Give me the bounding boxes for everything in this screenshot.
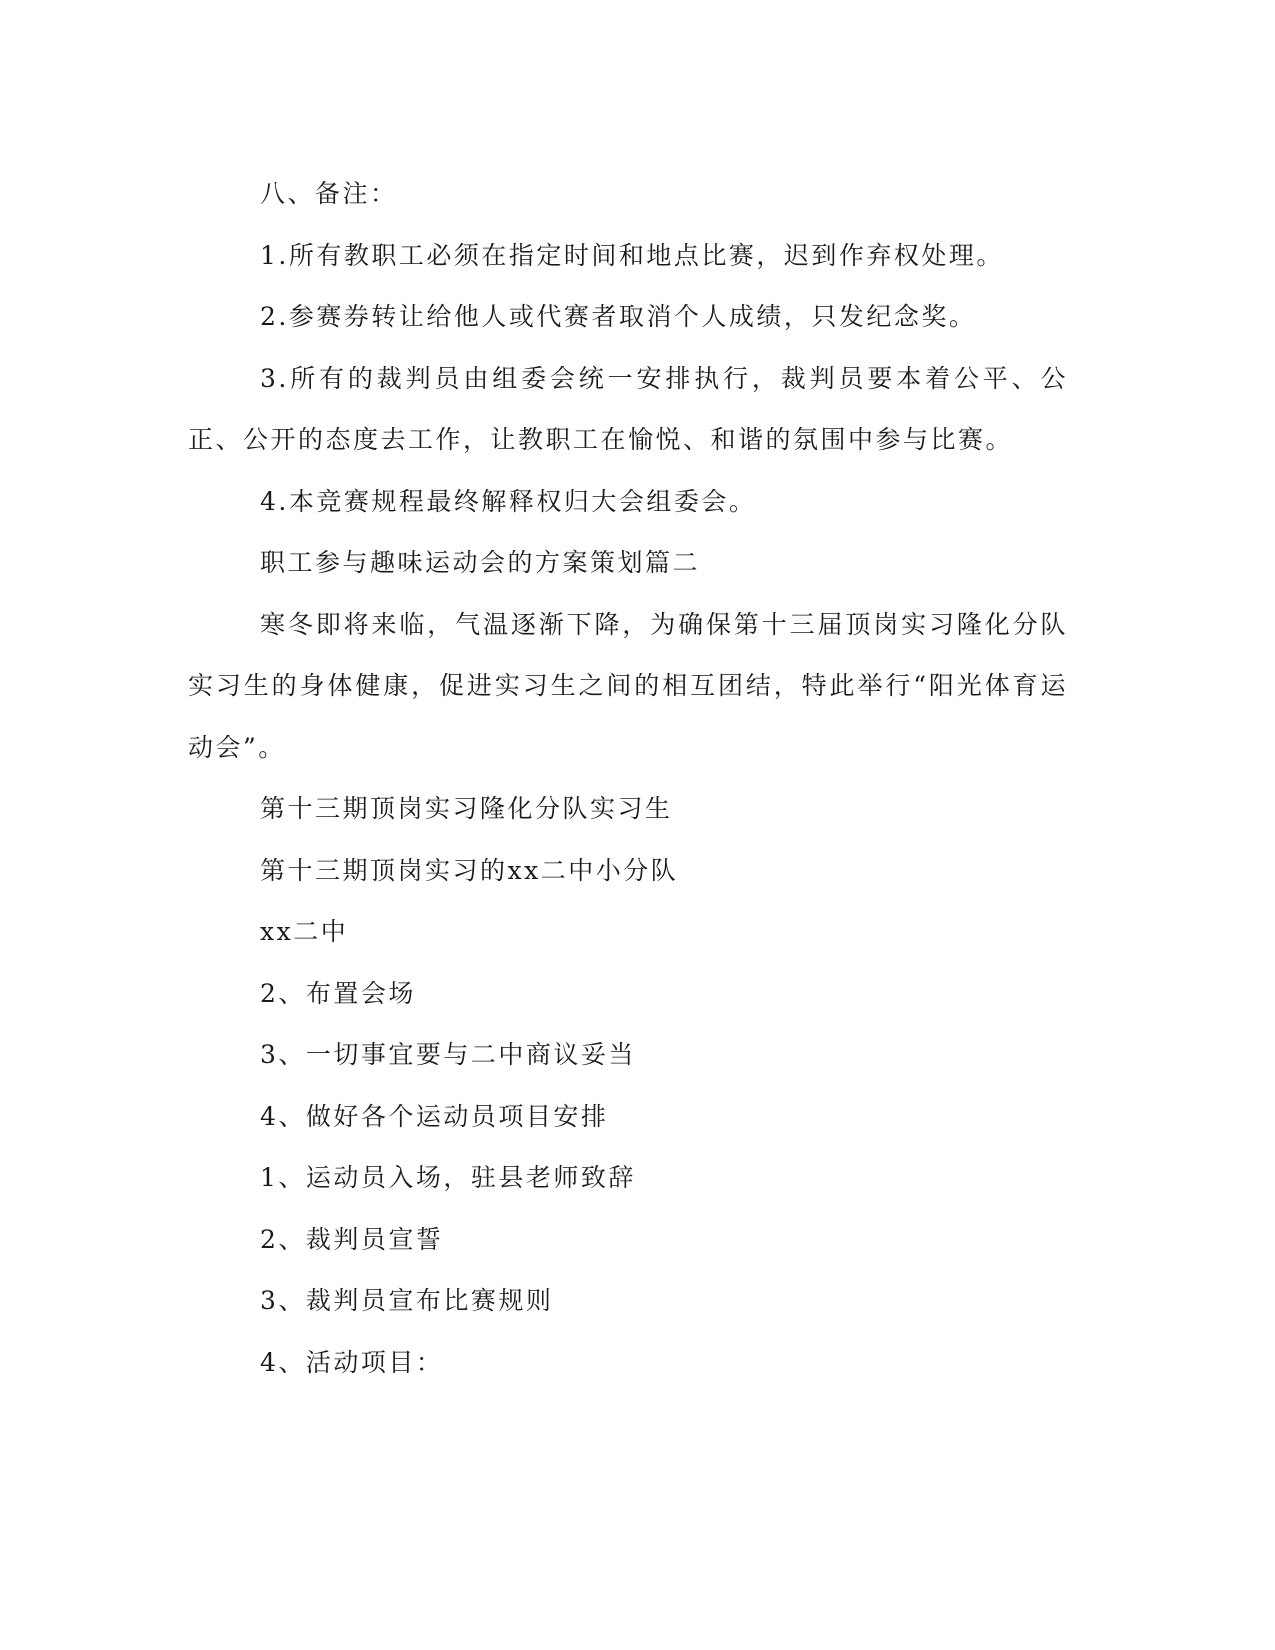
participants-line: 第十三期顶岗实习隆化分队实习生 [260,794,673,823]
prep-item-3: 3、一切事宜要与二中商议妥当 [260,1040,636,1069]
remark-item-3: 3.所有的裁判员由组委会统一安排执行，裁判员要本着公平、公正、公开的态度去工作，让教职工在愉悦、和谐的氛围中参与比赛。 [188,363,1068,454]
article-title-part-two: 职工参与趣味运动会的方案策划篇二 [260,548,701,577]
process-item-2: 2、裁判员宣誓 [260,1224,444,1254]
remark-item-1: 1.所有教职工必须在指定时间和地点比赛，迟到作弃权处理。 [260,240,1004,270]
venue-line: xx二中 [260,917,349,946]
process-item-1: 1、运动员入场，驻县老师致辞 [260,1163,636,1192]
organizer-line: 第十三期顶岗实习的xx二中小分队 [260,855,679,885]
document-body [188,163,1068,1393]
prep-item-4: 4、做好各个运动员项目安排 [260,1101,609,1131]
section-heading-remarks: 八、备注： [260,179,398,208]
remark-item-4: 4.本竞赛规程最终解释权归大会组委会。 [260,486,757,516]
process-item-3: 3、裁判员宣布比赛规则 [260,1286,554,1315]
remark-item-2: 2.参赛券转让给他人或代赛者取消个人成绩，只发纪念奖。 [260,302,977,331]
prep-item-2: 2、布置会场 [260,978,416,1008]
process-item-4: 4、活动项目： [260,1347,444,1377]
intro-paragraph: 寒冬即将来临，气温逐渐下降，为确保第十三届顶岗实习隆化分队实习生的身体健康，促进实习生之间的相互团结，特此举行“阳光体育运动会”。 [188,609,1068,762]
